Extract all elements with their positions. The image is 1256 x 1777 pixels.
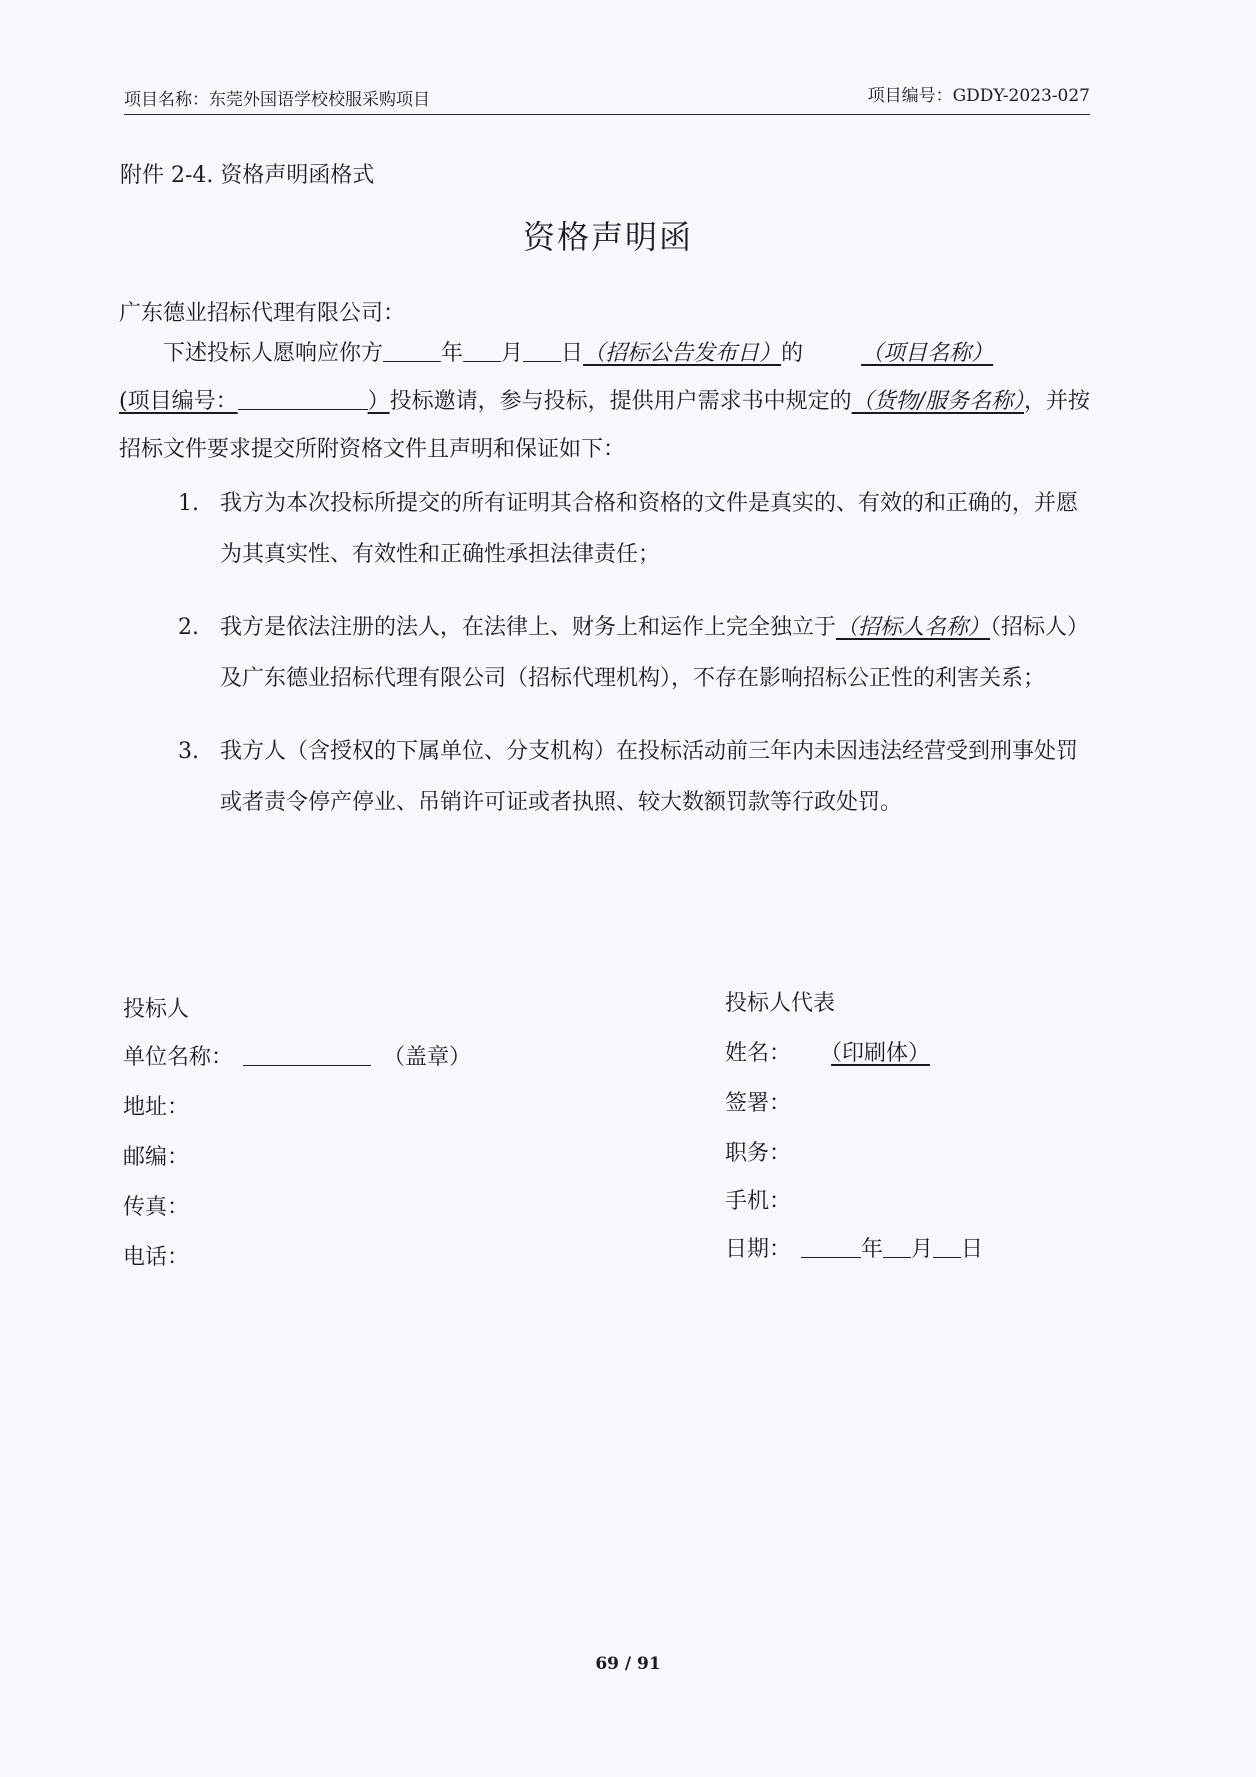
name-row	[725, 1036, 936, 1067]
document-title: 资格声明函	[522, 218, 693, 256]
intro-text-1: 下述投标人愿响应你方	[163, 341, 384, 366]
date-row	[725, 1232, 983, 1263]
fax-label: 传真：	[123, 1195, 190, 1220]
year-blank	[383, 339, 441, 362]
goods-service-hint: （货物/服务名称）	[851, 389, 1025, 414]
item-text: 我方人（含授权的下属单位、分支机构）在投标活动前三年内未因违法经营受到刑事处罚或者责令停产停业、吊销许可证或者执照、较大数额罚款等行政处罚。	[220, 739, 1079, 815]
project-number-blank	[238, 387, 368, 410]
date-day: 日	[961, 1237, 984, 1262]
addressee: 广东德业招标代理有限公司：	[119, 301, 406, 326]
declaration-list	[178, 478, 1098, 828]
date-month: 月	[911, 1237, 934, 1262]
address-label: 地址：	[123, 1095, 190, 1120]
unit-name-field[interactable]	[243, 1043, 371, 1066]
intro-text-3: 投标邀请，参与投标，提供用户需求书中规定的	[389, 389, 852, 414]
intro-day: 日	[561, 341, 584, 366]
signature-label: 签署：	[725, 1091, 792, 1116]
item-text: 我方是依法注册的法人，在法律上、财务上和运作上完全独立于	[220, 615, 837, 640]
header-project-number: 项目编号：GDDY-2023-027	[867, 86, 1090, 106]
list-item	[178, 726, 1098, 828]
year-field[interactable]	[801, 1235, 861, 1258]
position-label: 职务：	[725, 1141, 792, 1166]
bidder-block	[123, 992, 543, 1272]
intro-year: 年	[441, 341, 464, 366]
item-number: 1.	[178, 491, 199, 516]
intro-text-2: 的	[781, 341, 804, 366]
intro-paragraph	[119, 330, 1097, 474]
representative-block	[725, 986, 1105, 1262]
day-field[interactable]	[933, 1235, 961, 1258]
project-name-hint: （项目名称）	[861, 341, 994, 366]
announcement-date-hint: （招标公告发布日）	[583, 341, 782, 366]
intro-text-4: ，并按招标文件要求提交所附资格文件且声明和保证如下：	[119, 389, 1091, 462]
item-number: 2.	[178, 615, 199, 640]
mobile-label: 手机：	[725, 1189, 792, 1214]
name-label: 姓名：	[725, 1041, 792, 1066]
item-text: 我方为本次投标所提交的所有证明其合格和资格的文件是真实的、有效的和正确的，并愿为其真实性、有效性和正确性承担法律责任；	[220, 491, 1079, 567]
unit-name-row	[123, 1040, 471, 1071]
list-item	[178, 478, 1098, 580]
attachment-label: 附件 2-4. 资格声明函格式	[120, 163, 375, 188]
date-year: 年	[861, 1237, 884, 1262]
seal-label: （盖章）	[383, 1045, 472, 1070]
list-item	[178, 602, 1098, 704]
date-label: 日期：	[725, 1237, 792, 1262]
unit-name-label: 单位名称：	[123, 1045, 234, 1070]
day-blank	[523, 339, 561, 362]
representative-heading: 投标人代表	[725, 991, 836, 1016]
intro-month: 月	[501, 341, 524, 366]
phone-label: 电话：	[123, 1245, 190, 1270]
project-number-hint-start: (项目编号：	[119, 389, 238, 414]
postcode-label: 邮编：	[123, 1145, 190, 1170]
bidder-heading: 投标人	[123, 997, 190, 1022]
page-number: 69 / 91	[595, 1654, 661, 1674]
intro-line-1	[119, 330, 1097, 378]
page-header	[124, 84, 1090, 115]
month-field[interactable]	[883, 1235, 911, 1258]
tenderer-name-hint: （招标人名称）	[836, 615, 991, 640]
item-text-continued: （招标人）及广东德业招标代理有限公司（招标代理机构），不存在影响招标公正性的利害关系；	[220, 615, 1090, 691]
project-number-hint-end: ）	[367, 389, 390, 414]
intro-line-2	[119, 378, 1097, 474]
printed-name-hint: （印刷体）	[831, 1041, 931, 1066]
header-project-name: 项目名称：东莞外国语学校校服采购项目	[124, 90, 430, 110]
item-number: 3.	[178, 739, 199, 764]
month-blank	[463, 339, 501, 362]
